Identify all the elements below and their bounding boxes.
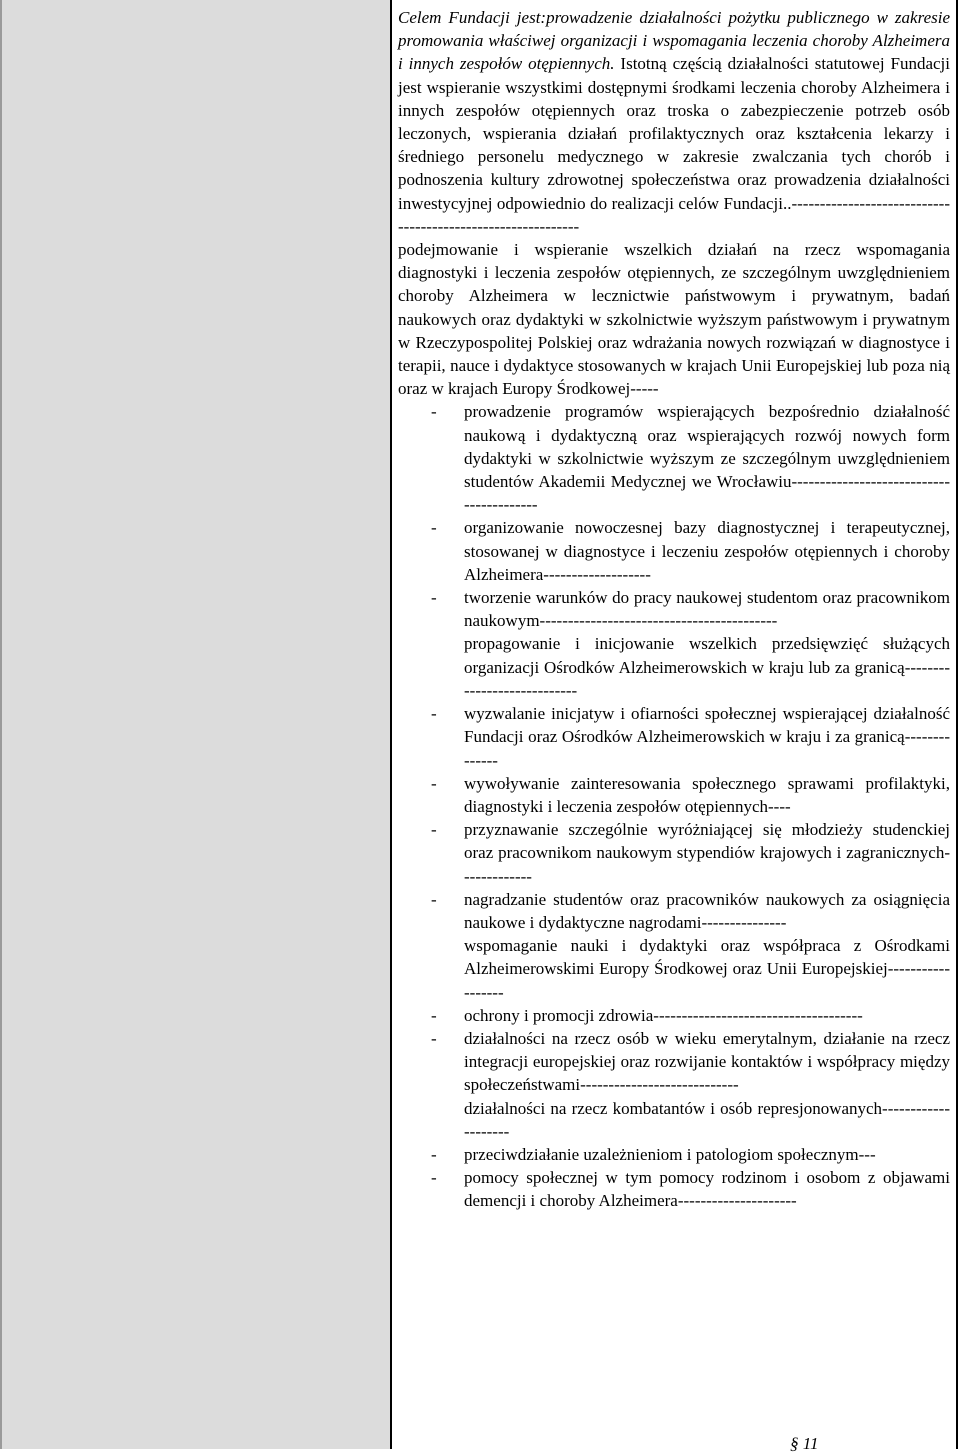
list-dash: -	[431, 773, 437, 793]
list-dash: -	[431, 1168, 437, 1188]
document-body	[398, 6, 950, 1213]
list-item	[398, 818, 950, 888]
intro-dashes: .------------------------------------------------------------	[398, 193, 950, 236]
list-dash: -	[431, 1005, 437, 1025]
list-dash: -	[431, 889, 437, 909]
list-item	[398, 400, 950, 516]
list-item	[398, 516, 950, 586]
list-item	[398, 1143, 950, 1166]
intro-text-italic: Celem Fundacji jest:prowadzenie działalności pożytku publicznego w zakresie promowania właściwej organizacji i wspomagania leczenia choroby Alzheimera i innych zespołów otępiennych.	[398, 8, 950, 74]
list-item-text: wywoływanie zainteresowania społecznego sprawami profilaktyki, diagnostyki i leczenia zespołów otępiennych----	[464, 773, 950, 816]
list-item	[398, 1004, 950, 1027]
list-subparagraph	[398, 1097, 950, 1143]
list-item-text: tworzenie warunków do pracy naukowej studentom oraz pracownikom naukowym------------------------------------------	[464, 588, 950, 631]
paragraph-2: podejmowanie i wspieranie wszelkich działań na rzecz wspomagania diagnostyki i leczenia zespołów otępiennych, ze szczególnym uwzględnieniem choroby Alzheimera w lecznictwie państwowym i prywatnym, badań naukowych oraz dydaktyki w szkolnictwie wyższym państwowym i prywatnym w Rzeczypospolitej Polskiej oraz wdrażania nowych rozwiązań w diagnostyce i terapii, nauce i dydaktyce stosowanych w krajach Unii Europejskiej lub poza nią oraz w krajach Europy Środkowej-----	[398, 240, 950, 399]
list-dash: -	[431, 820, 437, 840]
list-item-text: przeciwdziałanie uzależnieniom i patologiom społecznym---	[464, 1144, 876, 1164]
list-subparagraph-text: propagowanie i inicjowanie wszelkich przedsięwzięć służących organizacji Ośrodków Alzheimerowskich w kraju lub za granicą----------------------------	[464, 634, 950, 700]
list-subparagraph	[398, 632, 950, 702]
list-item	[398, 772, 950, 818]
list-dash: -	[431, 402, 437, 422]
list-item	[398, 1166, 950, 1212]
list-item-text: przyznawanie szczególnie wyróżniającej się młodzieży studenckiej oraz pracownikom naukowym stypendiów krajowych i zagranicznych-------------	[464, 820, 950, 886]
intro-paragraph	[398, 6, 950, 238]
intro-text-upright: Istotną częścią działalności statutowej Fundacji jest wspieranie wszystkimi dostępnymi środkami leczenia choroby Alzheimera i innych zespołów otępiennych oraz troska o zabezpieczenie potrzeb osób leczonych, wspierania działań profilaktycznych oraz kształcenia lekarzy i średniego personelu medycznego w zakresie zwalczania tych chorób i podnoszenia kultury zdrowotnej społeczeństwa oraz prowadzenia działalności inwestycyjnej odpowiednio do realizacji celów Fundacji.	[398, 54, 950, 213]
list-dash: -	[431, 518, 437, 538]
list-item-text: prowadzenie programów wspierających bezpośrednio działalność naukową i dydaktyczną oraz wspierających rozwój nowych form dydaktyki w szkolnictwie wyższym ze szczególnym uwzględnieniem studentów Akademii Medycznej we Wrocławiu-----------------------------------------	[464, 402, 950, 515]
list-subparagraph-text: wspomaganie nauki i dydaktyki oraz współpraca z Ośrodkami Alzheimerowskimi Europy Środkowej oraz Unii Europejskiej------------------	[464, 936, 950, 1002]
list-subparagraph-text: działalności na rzecz kombatantów i osób represjonowanych--------------------	[464, 1098, 950, 1141]
list-item-text: wyzwalanie inicjatyw i ofiarności społecznej wspierającej działalność Fundacji oraz Ośrodków Alzheimerowskich w kraju i za granicą--------------	[464, 704, 950, 770]
list-dash: -	[431, 1144, 437, 1164]
list-item	[398, 1027, 950, 1097]
list-item-text: pomocy społecznej w tym pomocy rodzinom i osobom z objawami demencji i choroby Alzheimera---------------------	[464, 1168, 950, 1211]
list-item	[398, 888, 950, 934]
section-number: § 11	[790, 1434, 819, 1453]
list-dash: -	[431, 1028, 437, 1048]
goals-list	[398, 400, 950, 1212]
list-item-text: działalności na rzecz osób w wieku emerytalnym, działanie na rzecz integracji europejskiej oraz rozwijanie kontaktów i współpracy między społeczeństwami----------------------------	[464, 1028, 950, 1095]
list-item-text: organizowanie nowoczesnej bazy diagnostycznej i terapeutycznej, stosowanej w diagnostyce i leczeniu zespołów otępiennych i choroby Alzheimera-------------------	[464, 518, 950, 584]
list-item-text: ochrony i promocji zdrowia-------------------------------------	[464, 1005, 863, 1025]
list-item-text: nagradzanie studentów oraz pracowników naukowych za osiągnięcia naukowe i dydaktyczne nagrodami---------------	[464, 889, 950, 932]
list-item	[398, 586, 950, 632]
right-border-line	[956, 0, 958, 1449]
list-subparagraph	[398, 934, 950, 1004]
list-dash: -	[431, 704, 437, 724]
left-margin-column	[0, 0, 392, 1449]
list-item	[398, 702, 950, 772]
list-dash: -	[431, 588, 437, 608]
